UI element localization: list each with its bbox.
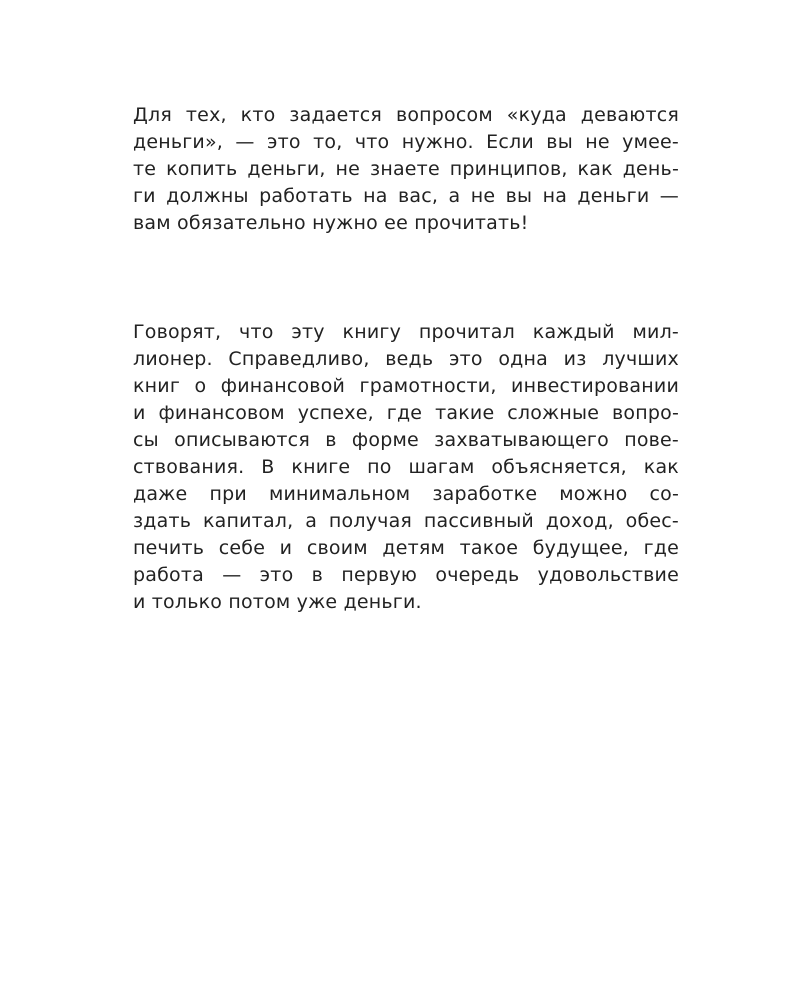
paragraph-description (133, 319, 679, 616)
text-line: сы описываются в форме захватывающего пове- (133, 429, 679, 451)
text-line: те копить деньги, не знаете принципов, как день- (133, 158, 679, 180)
text-line: печить себе и своим детям такое будущее, где (133, 537, 679, 559)
text-line: ги должны работать на вас, а не вы на деньги — (133, 185, 679, 207)
text-line: деньги», — это то, что нужно. Если вы не умее- (133, 131, 679, 153)
text-line: здать капитал, а получая пассивный доход, обес- (133, 510, 679, 532)
text-line: Говорят, что эту книгу прочитал каждый мил- (133, 321, 679, 343)
text-line: Для тех, кто задается вопросом «куда деваются (133, 104, 679, 126)
text-line: и финансовом успехе, где такие сложные вопро- (133, 402, 679, 424)
paragraph-intro (133, 102, 679, 237)
text-line: работа — это в первую очередь удовольствие (133, 564, 679, 586)
text-line: вам обязательно нужно ее прочитать! (133, 212, 529, 234)
text-line: и только потом уже деньги. (133, 591, 422, 613)
text-line: книг о финансовой грамотности, инвестировании (133, 375, 679, 397)
text-line: даже при минимальном заработке можно со- (133, 483, 679, 505)
text-line: лионер. Справедливо, ведь это одна из лучших (133, 348, 679, 370)
text-line: ствования. В книге по шагам объясняется, как (133, 456, 679, 478)
